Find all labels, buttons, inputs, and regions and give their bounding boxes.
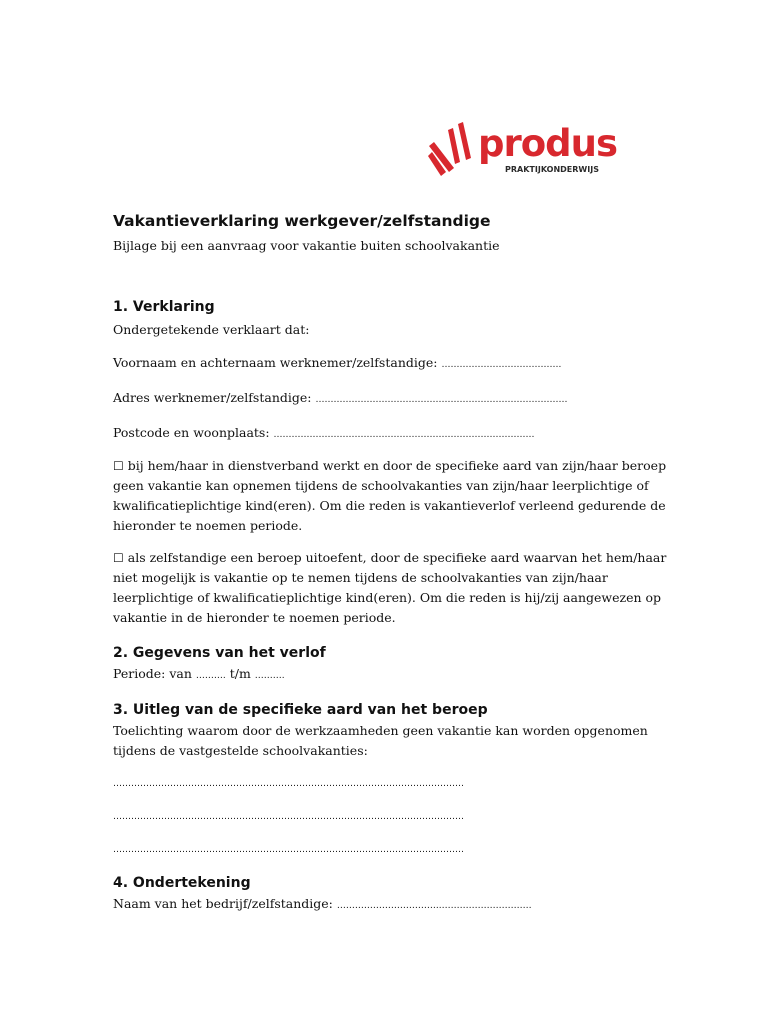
explanation-line-2[interactable]: ……………………………………………………………………………………………………… bbox=[113, 812, 464, 822]
address-dots[interactable]: ………………………………………………………………………… bbox=[315, 395, 568, 405]
page-subtitle: Bijlage bij een aanvraag voor vakantie buiten schoolvakantie bbox=[113, 238, 500, 253]
postcode-label: Postcode en woonplaats: bbox=[113, 425, 274, 440]
period-to-dots[interactable]: ………. bbox=[254, 671, 285, 681]
option-employee-checkbox[interactable]: ☐ bbox=[113, 459, 124, 473]
address-field[interactable] bbox=[113, 388, 673, 410]
name-field[interactable] bbox=[113, 353, 673, 375]
section-1-heading: 1. Verklaring bbox=[113, 299, 215, 315]
section-3-text: Toelichting waarom door de werkzaamheden geen vakantie kan worden opgenomen tijdens de vastgestelde schoolvakanties: bbox=[113, 723, 648, 758]
period-label: Periode: van bbox=[113, 666, 196, 681]
name-dots[interactable]: …………………………………. bbox=[441, 360, 562, 370]
company-dots[interactable]: ……………………………..………………………… bbox=[336, 901, 532, 911]
option-selfemployed-checkbox[interactable]: ☐ bbox=[113, 551, 124, 565]
postcode-dots[interactable]: …………………………………………………………………………… bbox=[273, 430, 535, 440]
postcode-field[interactable] bbox=[113, 423, 673, 445]
option-employee-text: bij hem/haar in dienstverband werkt en door de specifieke aard van zijn/haar beroep geen vakantie kan opnemen tijdens de schoolvakanties van zijn/haar leerplichtige of kwalificatieplichtige kind(eren). Om die reden is vakantieverlof verleend gedurende de hieronder te noemen periode. bbox=[113, 458, 667, 533]
period-mid-label: t/m bbox=[225, 666, 255, 681]
name-label: Voornaam en achternaam werknemer/zelfstandige: bbox=[113, 355, 442, 370]
address-label: Adres werknemer/zelfstandige: bbox=[113, 390, 316, 405]
produs-logo bbox=[428, 122, 618, 182]
logo-wordmark: produs bbox=[478, 122, 618, 165]
explanation-line-3[interactable]: ……………………………………………………………………………………………………… bbox=[113, 845, 464, 855]
company-label: Naam van het bedrijf/zelfstandige: bbox=[113, 896, 337, 911]
explanation-line-1[interactable]: ……………………………………………………………………………………………………… bbox=[113, 779, 464, 789]
section-3-heading: 3. Uitleg van de specifieke aard van het beroep bbox=[113, 702, 488, 718]
company-field[interactable] bbox=[113, 894, 673, 916]
document-body bbox=[113, 210, 673, 916]
period-field[interactable] bbox=[113, 664, 673, 686]
section-2-heading: 2. Gegevens van het verlof bbox=[113, 645, 326, 661]
period-from-dots[interactable]: ………. bbox=[195, 671, 226, 681]
section-4-heading: 4. Ondertekening bbox=[113, 875, 251, 891]
produs-logo-mark-icon bbox=[428, 122, 472, 178]
option-selfemployed-text: als zelfstandige een beroep uitoefent, door de specifieke aard waarvan het hem/haar niet mogelijk is vakantie op te nemen tijdens de schoolvakanties van zijn/haar leerplichtige of kwalificatieplichtige kind(eren). Om die reden is hij/zij aangewezen op vakantie in de hieronder te noemen periode. bbox=[113, 550, 667, 625]
page-title: Vakantieverklaring werkgever/zelfstandige bbox=[113, 212, 491, 230]
option-selfemployed bbox=[113, 548, 673, 628]
logo-tagline: PRAKTIJKONDERWIJS bbox=[505, 165, 599, 174]
section-1-intro: Ondergetekende verklaart dat: bbox=[113, 322, 310, 337]
option-employee bbox=[113, 456, 673, 536]
